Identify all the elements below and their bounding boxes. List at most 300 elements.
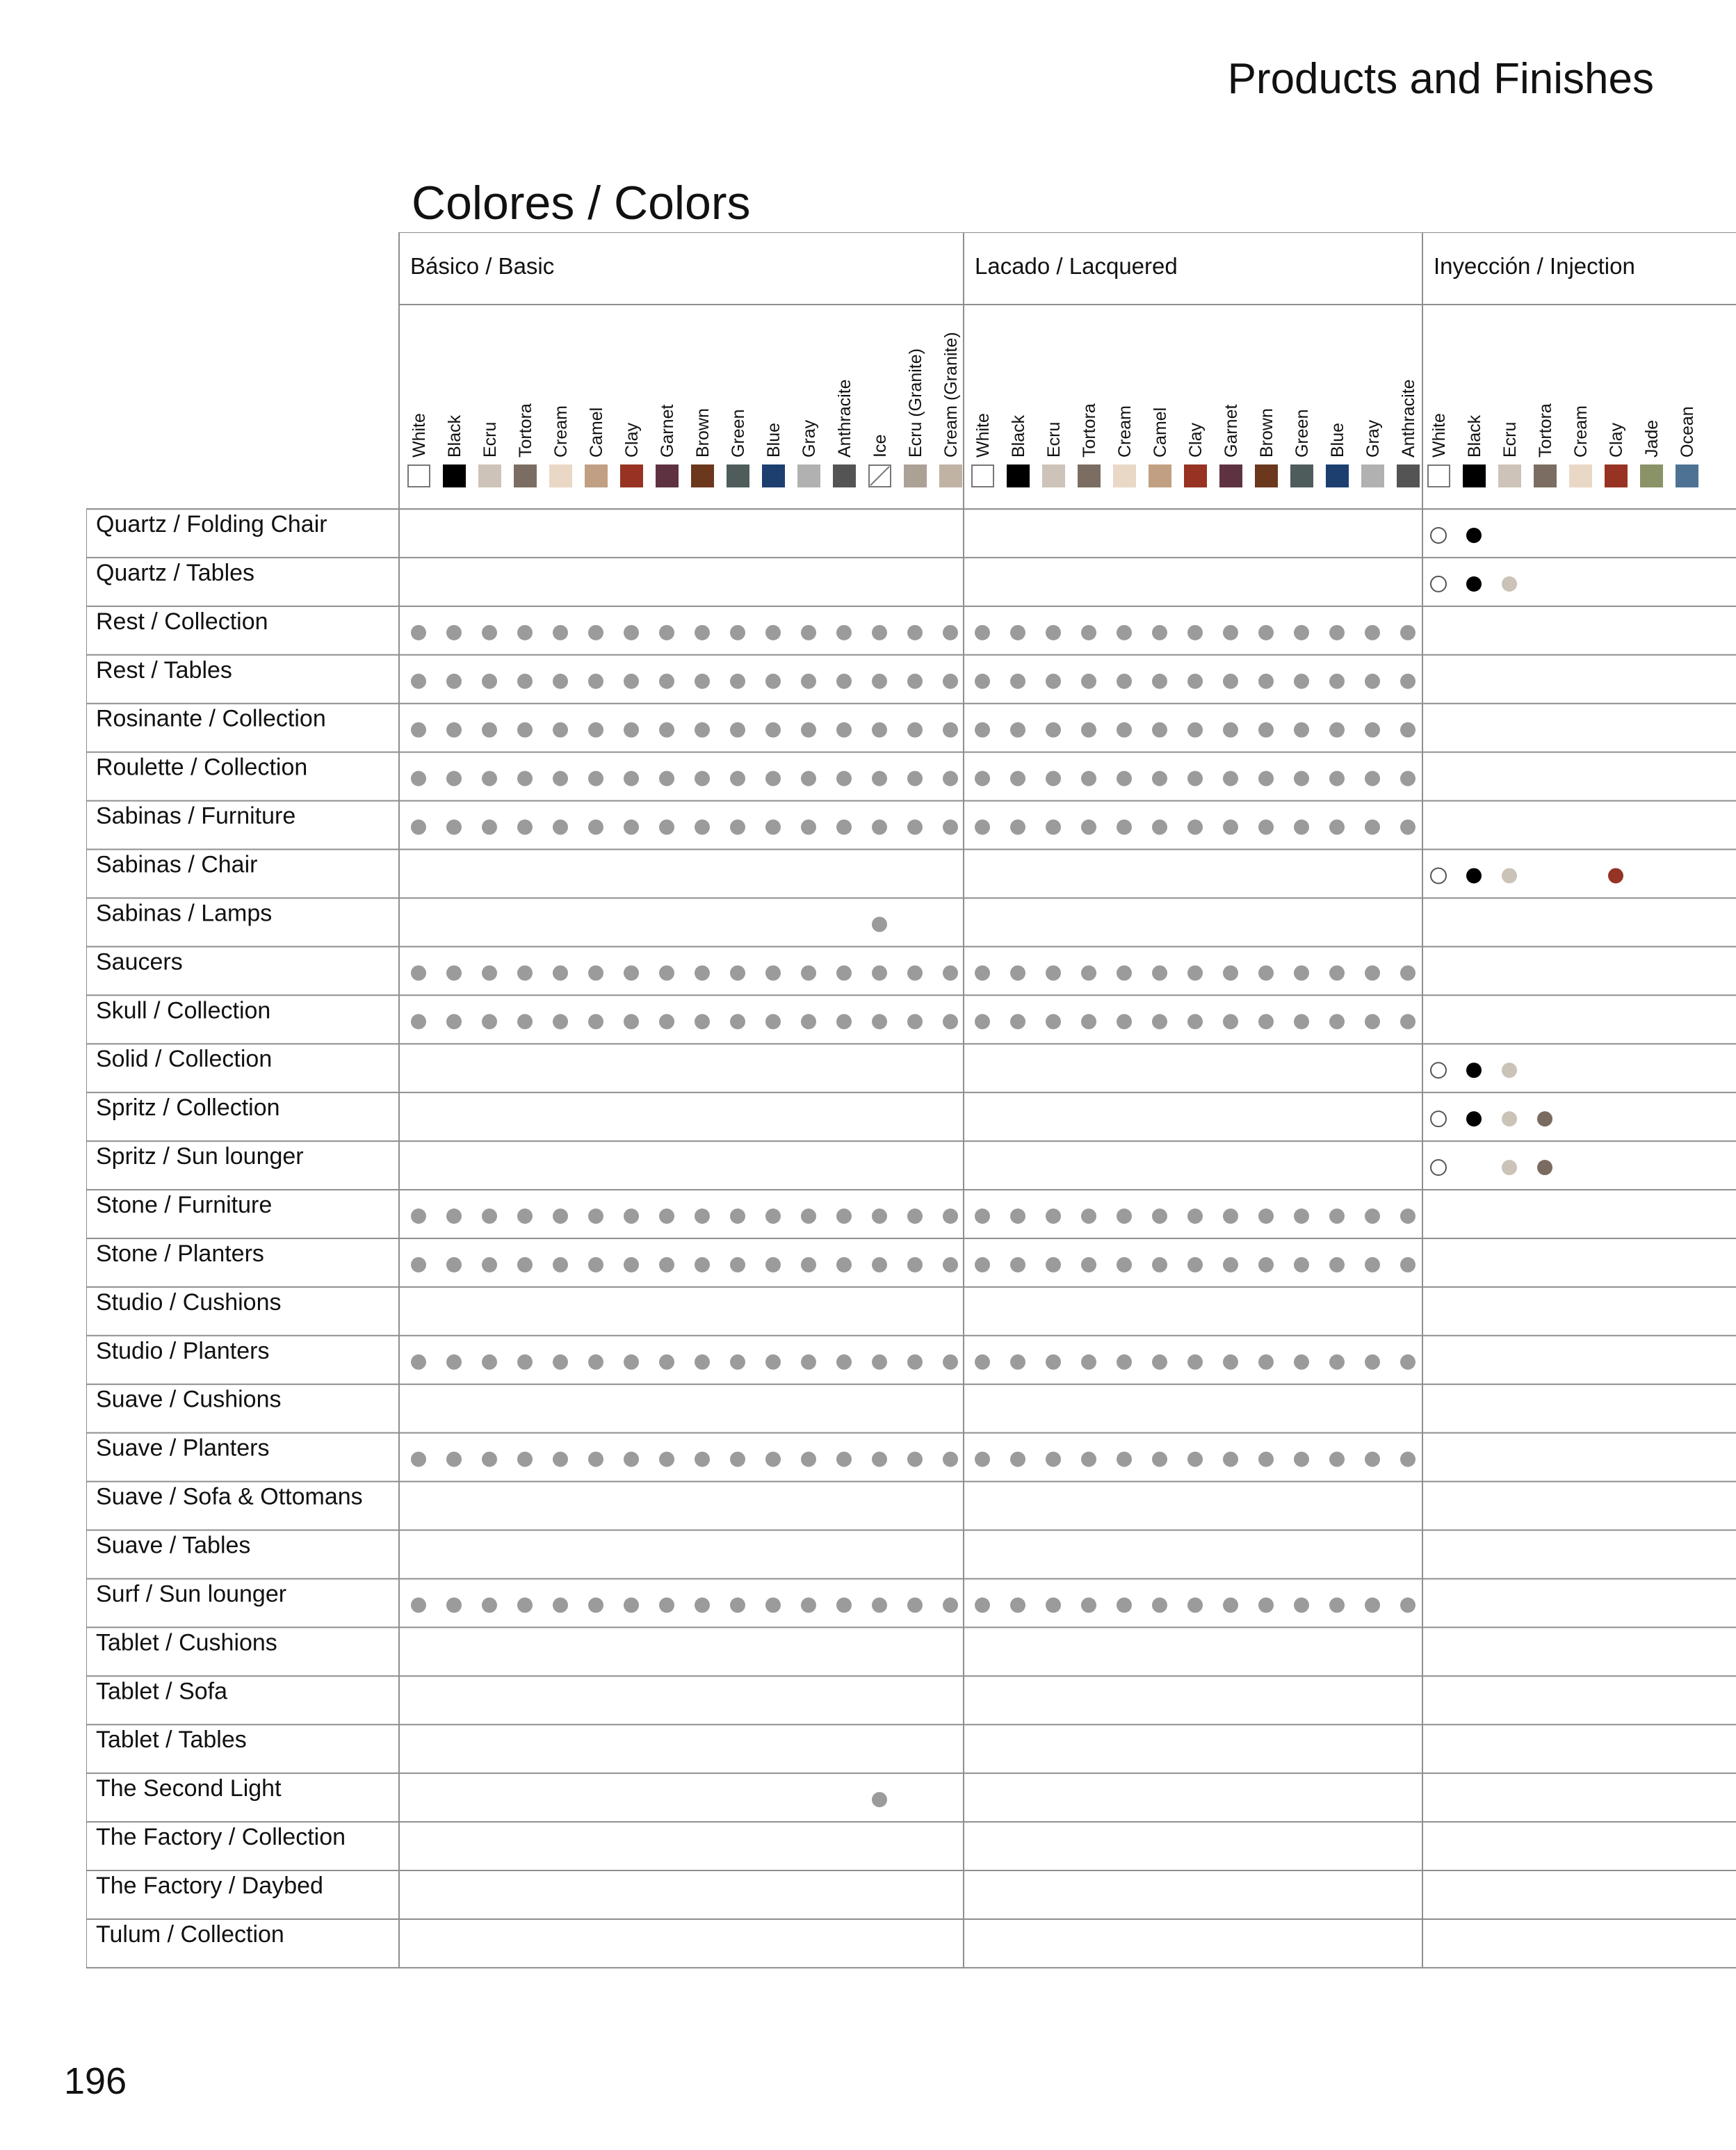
color-name-label: Green [729, 409, 748, 458]
availability-dot [482, 771, 497, 786]
availability-dot [1117, 1209, 1132, 1224]
color-swatch [972, 465, 993, 487]
availability-dot [517, 1355, 533, 1370]
color-name-label: Clay [1607, 422, 1626, 458]
page-title: Products and Finishes [1227, 55, 1654, 103]
availability-dot [1223, 1257, 1238, 1272]
availability-dot [482, 625, 497, 640]
availability-dot [659, 674, 674, 689]
availability-dot [907, 1014, 923, 1029]
availability-dot [1117, 1597, 1132, 1612]
color-swatch [1220, 465, 1242, 487]
availability-dot [1329, 1452, 1345, 1467]
availability-dot [1010, 1209, 1025, 1224]
color-swatch [479, 465, 501, 487]
availability-dot [730, 965, 745, 980]
availability-dot [1046, 674, 1061, 689]
color-name-label: Black [445, 414, 464, 458]
color-swatch [1185, 465, 1206, 487]
color-swatch [727, 465, 749, 487]
availability-dot [695, 674, 710, 689]
availability-dot [1152, 1257, 1167, 1272]
availability-dot [1187, 965, 1203, 980]
availability-dot [517, 771, 533, 786]
availability-dot [1329, 674, 1345, 689]
availability-dot [588, 722, 603, 738]
availability-dot [1117, 1014, 1132, 1029]
availability-dot [695, 965, 710, 980]
availability-dot [588, 1597, 603, 1612]
color-name-label: Camel [587, 407, 606, 458]
product-row-label: Sabinas / Lamps [96, 900, 273, 927]
availability-dot [446, 625, 462, 640]
availability-dot [1400, 625, 1415, 640]
availability-dot [1187, 1209, 1203, 1224]
availability-dot [1223, 771, 1238, 786]
color-swatch [904, 465, 926, 487]
availability-dot [1258, 625, 1274, 640]
product-row-label: Tulum / Collection [96, 1921, 284, 1948]
availability-dot [730, 1597, 745, 1612]
product-row-label: The Factory / Daybed [96, 1873, 323, 1900]
availability-dot [907, 1452, 923, 1467]
availability-dot [872, 1597, 887, 1612]
availability-dot [872, 722, 887, 738]
availability-dot [1329, 722, 1345, 738]
availability-dot-ecru [1502, 576, 1517, 592]
availability-dot [517, 722, 533, 738]
color-name-label: Black [1009, 414, 1028, 458]
color-name-label: Green [1292, 409, 1312, 458]
availability-dot [624, 1355, 639, 1370]
availability-dot [765, 1597, 781, 1612]
availability-dot [1081, 771, 1096, 786]
color-name-label: Cream [1571, 405, 1591, 458]
availability-dot [1400, 1257, 1415, 1272]
availability-dot [1010, 1452, 1025, 1467]
color-swatch [1397, 465, 1419, 487]
availability-dot [1258, 1597, 1274, 1612]
availability-dot [765, 722, 781, 738]
color-swatch [1327, 465, 1348, 487]
availability-dot [975, 771, 990, 786]
product-row-label: Suave / Planters [96, 1434, 270, 1462]
color-swatch [1570, 465, 1591, 487]
color-name-label: Tortora [516, 403, 535, 458]
finishes-table-svg [86, 232, 1736, 1990]
availability-dot [1187, 722, 1203, 738]
product-row-label: Skull / Collection [96, 997, 271, 1024]
availability-dot [730, 771, 745, 786]
availability-dot [1152, 965, 1167, 980]
availability-dot [659, 1355, 674, 1370]
availability-dot [1117, 965, 1132, 980]
availability-dot [1329, 1355, 1345, 1370]
availability-dot [517, 1257, 533, 1272]
availability-dot [1258, 674, 1274, 689]
color-swatch [1078, 465, 1100, 487]
availability-dot [588, 1257, 603, 1272]
availability-dot [1081, 1209, 1096, 1224]
availability-dot [1081, 820, 1096, 835]
availability-dot [765, 674, 781, 689]
availability-dot [730, 1209, 745, 1224]
availability-dot [1294, 1452, 1309, 1467]
availability-dot [624, 1257, 639, 1272]
availability-dot [836, 722, 852, 738]
availability-dot [411, 1355, 426, 1370]
availability-dot [1329, 1014, 1345, 1029]
availability-dot [1329, 771, 1345, 786]
availability-dot [1081, 1257, 1096, 1272]
availability-dot [943, 965, 958, 980]
availability-dot [411, 771, 426, 786]
availability-dot [659, 722, 674, 738]
availability-dot [659, 1257, 674, 1272]
availability-dot [695, 625, 710, 640]
product-row-label: Rest / Collection [96, 608, 268, 635]
product-row-label: The Factory / Collection [96, 1824, 346, 1851]
availability-dot [1400, 771, 1415, 786]
availability-dot [1081, 722, 1096, 738]
availability-dot [872, 1209, 887, 1224]
availability-dot [1365, 820, 1380, 835]
color-swatch [1256, 465, 1277, 487]
availability-dot [1329, 965, 1345, 980]
availability-dot [446, 1257, 462, 1272]
availability-dot [975, 1597, 990, 1612]
availability-dot [446, 722, 462, 738]
availability-dot-tortora [1537, 1111, 1552, 1126]
availability-dot [1187, 820, 1203, 835]
availability-dot [695, 1257, 710, 1272]
color-swatch [514, 465, 536, 487]
availability-dot [659, 1452, 674, 1467]
availability-dot [1187, 1355, 1203, 1370]
availability-dot [1365, 1597, 1380, 1612]
color-name-label: White [409, 413, 429, 458]
availability-dot-white [1431, 576, 1446, 592]
product-row-label: Saucers [96, 948, 183, 976]
availability-dot [1400, 1209, 1415, 1224]
availability-dot [872, 625, 887, 640]
availability-dot [1294, 674, 1309, 689]
color-name-label: Black [1465, 414, 1484, 458]
availability-dot [1365, 625, 1380, 640]
product-row-label: The Second Light [96, 1775, 282, 1802]
availability-dot [1294, 771, 1309, 786]
availability-dot [1010, 674, 1025, 689]
availability-dot [943, 674, 958, 689]
product-row-label: Stone / Furniture [96, 1191, 273, 1218]
availability-dot [1010, 1597, 1025, 1612]
availability-dot [836, 1597, 852, 1612]
availability-dot [1187, 1597, 1203, 1612]
availability-dot-black [1466, 528, 1482, 543]
availability-dot [1365, 965, 1380, 980]
color-name-label: Ice [870, 434, 890, 458]
availability-dot [446, 965, 462, 980]
availability-dot [1400, 1014, 1415, 1029]
availability-dot [943, 625, 958, 640]
availability-dot [872, 965, 887, 980]
color-name-label: Camel [1151, 407, 1170, 458]
product-row-label: Tablet / Sofa [96, 1678, 228, 1705]
availability-dot [1187, 771, 1203, 786]
availability-dot [553, 820, 568, 835]
availability-dot [517, 965, 533, 980]
color-name-label: Cream (Granite) [941, 332, 961, 458]
availability-dot-ecru [1502, 1111, 1517, 1126]
availability-dot [588, 965, 603, 980]
availability-dot [411, 674, 426, 689]
color-name-label: Anthracite [835, 379, 854, 458]
product-row-label: Solid / Collection [96, 1046, 273, 1073]
color-swatch [621, 465, 642, 487]
availability-dot-ecru [1502, 1160, 1517, 1175]
product-row-label: Sabinas / Chair [96, 851, 258, 878]
availability-dot [553, 1597, 568, 1612]
color-name-label: Ocean [1678, 406, 1697, 458]
availability-dot [836, 1355, 852, 1370]
product-row-label: Quartz / Folding Chair [96, 510, 327, 538]
availability-dot [975, 1452, 990, 1467]
availability-dot [1046, 771, 1061, 786]
availability-dot [836, 771, 852, 786]
availability-dot [446, 820, 462, 835]
availability-dot [765, 1014, 781, 1029]
availability-dot [836, 1209, 852, 1224]
availability-dot [588, 820, 603, 835]
availability-dot [1081, 1014, 1096, 1029]
availability-dot [1046, 1014, 1061, 1029]
availability-dot [1258, 771, 1274, 786]
color-name-label: Blue [1328, 422, 1347, 458]
availability-dot [411, 1452, 426, 1467]
availability-dot [872, 1452, 887, 1467]
availability-dot [588, 1209, 603, 1224]
availability-dot [836, 1014, 852, 1029]
color-name-label: Brown [693, 408, 713, 458]
availability-dot [801, 1452, 816, 1467]
availability-dot [659, 1209, 674, 1224]
color-swatch [834, 465, 855, 487]
color-name-label: Jade [1642, 419, 1662, 458]
product-row-label: Rest / Tables [96, 656, 232, 684]
availability-dot [836, 674, 852, 689]
availability-dot [1117, 674, 1132, 689]
group-heading: Lacado / Lacquered [975, 253, 1178, 279]
color-name-label: White [1429, 413, 1449, 458]
product-row-label: Spritz / Collection [96, 1094, 280, 1122]
availability-dot [1046, 965, 1061, 980]
availability-dot [695, 1014, 710, 1029]
availability-dot [1010, 625, 1025, 640]
availability-dot [411, 1257, 426, 1272]
availability-dot [1400, 1597, 1415, 1612]
availability-dot [765, 1257, 781, 1272]
availability-dot [482, 820, 497, 835]
availability-dot [482, 674, 497, 689]
color-swatch [1499, 465, 1520, 487]
color-name-label: Cream [1115, 405, 1135, 458]
availability-dot [553, 965, 568, 980]
color-swatch [940, 465, 962, 487]
availability-dot [872, 1014, 887, 1029]
availability-dot [801, 965, 816, 980]
availability-dot [1081, 965, 1096, 980]
availability-dot [1294, 722, 1309, 738]
availability-dot [730, 1452, 745, 1467]
availability-dot [588, 771, 603, 786]
availability-dot [801, 771, 816, 786]
color-name-label: Garnet [658, 404, 677, 458]
availability-dot [1365, 1014, 1380, 1029]
availability-dot [482, 1257, 497, 1272]
color-swatch [1291, 465, 1313, 487]
availability-dot [1010, 1355, 1025, 1370]
availability-dot [1010, 722, 1025, 738]
availability-dot [1223, 1355, 1238, 1370]
availability-dot [1010, 771, 1025, 786]
availability-dot-ecru [1502, 868, 1517, 883]
availability-dot [517, 1597, 533, 1612]
availability-dot [975, 820, 990, 835]
availability-dot [1223, 1597, 1238, 1612]
availability-dot [943, 1014, 958, 1029]
availability-dot [975, 1014, 990, 1029]
availability-dot [872, 674, 887, 689]
availability-dot [1046, 625, 1061, 640]
availability-dot [624, 1597, 639, 1612]
availability-dot [517, 820, 533, 835]
availability-dot [1223, 625, 1238, 640]
availability-dot [765, 1355, 781, 1370]
color-swatch [1043, 465, 1064, 487]
availability-dot [517, 1014, 533, 1029]
availability-dot [411, 820, 426, 835]
color-swatch [1605, 465, 1627, 487]
color-swatch [763, 465, 784, 487]
availability-dot [482, 722, 497, 738]
availability-dot-black [1466, 576, 1482, 592]
product-row-label: Suave / Tables [96, 1532, 251, 1559]
product-row-label: Quartz / Tables [96, 559, 255, 586]
availability-dot [695, 1355, 710, 1370]
color-swatch [408, 465, 430, 487]
availability-dot [872, 820, 887, 835]
availability-dot [553, 1209, 568, 1224]
color-swatch [692, 465, 713, 487]
availability-dot [1152, 820, 1167, 835]
availability-dot [446, 1355, 462, 1370]
availability-dot [943, 1597, 958, 1612]
availability-dot [1294, 1209, 1309, 1224]
availability-dot [1294, 1597, 1309, 1612]
availability-dot [872, 1792, 887, 1807]
availability-dot [907, 771, 923, 786]
color-name-label: Brown [1257, 408, 1276, 458]
availability-dot [1223, 674, 1238, 689]
availability-dot [1117, 1355, 1132, 1370]
availability-dot [907, 1355, 923, 1370]
availability-dot [1081, 674, 1096, 689]
color-name-label: Ecru [1044, 421, 1064, 458]
availability-dot [553, 625, 568, 640]
availability-dot [975, 722, 990, 738]
availability-dot [975, 965, 990, 980]
availability-dot [836, 1257, 852, 1272]
availability-dot [659, 965, 674, 980]
availability-dot [801, 625, 816, 640]
availability-dot [553, 1257, 568, 1272]
availability-dot [482, 1355, 497, 1370]
availability-dot [1258, 1014, 1274, 1029]
availability-dot [624, 771, 639, 786]
availability-dot [624, 625, 639, 640]
availability-dot [1187, 674, 1203, 689]
availability-dot [1046, 1355, 1061, 1370]
availability-dot [411, 1209, 426, 1224]
availability-dot [482, 1597, 497, 1612]
color-swatch [656, 465, 678, 487]
availability-dot [836, 1452, 852, 1467]
availability-dot [411, 625, 426, 640]
availability-dot [801, 1014, 816, 1029]
color-name-label: White [973, 413, 993, 458]
availability-dot [1187, 1452, 1203, 1467]
availability-dot [1152, 1209, 1167, 1224]
availability-dot [1258, 1257, 1274, 1272]
availability-dot [695, 1209, 710, 1224]
availability-dot [1187, 625, 1203, 640]
availability-dot [1081, 1355, 1096, 1370]
availability-dot [765, 771, 781, 786]
availability-dot [1010, 820, 1025, 835]
availability-dot [907, 965, 923, 980]
availability-dot [1223, 820, 1238, 835]
availability-dot [517, 1209, 533, 1224]
availability-dot [907, 1597, 923, 1612]
color-name-label: Cream [551, 405, 571, 458]
availability-dot [836, 820, 852, 835]
availability-dot [1223, 1014, 1238, 1029]
availability-dot [943, 1209, 958, 1224]
availability-dot [1046, 1257, 1061, 1272]
availability-dot-white [1431, 868, 1446, 883]
availability-dot [695, 722, 710, 738]
availability-dot [907, 674, 923, 689]
availability-dot [1294, 1014, 1309, 1029]
availability-dot [659, 625, 674, 640]
color-name-label: Clay [622, 422, 642, 458]
availability-dot [872, 771, 887, 786]
availability-dot [836, 625, 852, 640]
availability-dot [765, 1452, 781, 1467]
availability-dot [1365, 1257, 1380, 1272]
availability-dot [765, 625, 781, 640]
availability-dot [1010, 1014, 1025, 1029]
availability-dot [482, 1014, 497, 1029]
availability-dot [1294, 965, 1309, 980]
availability-dot [1117, 1452, 1132, 1467]
availability-dot [553, 1452, 568, 1467]
availability-dot [1223, 965, 1238, 980]
color-name-label: Tortora [1080, 403, 1099, 458]
availability-dot [659, 1597, 674, 1612]
availability-dot [1258, 820, 1274, 835]
availability-dot [801, 1355, 816, 1370]
